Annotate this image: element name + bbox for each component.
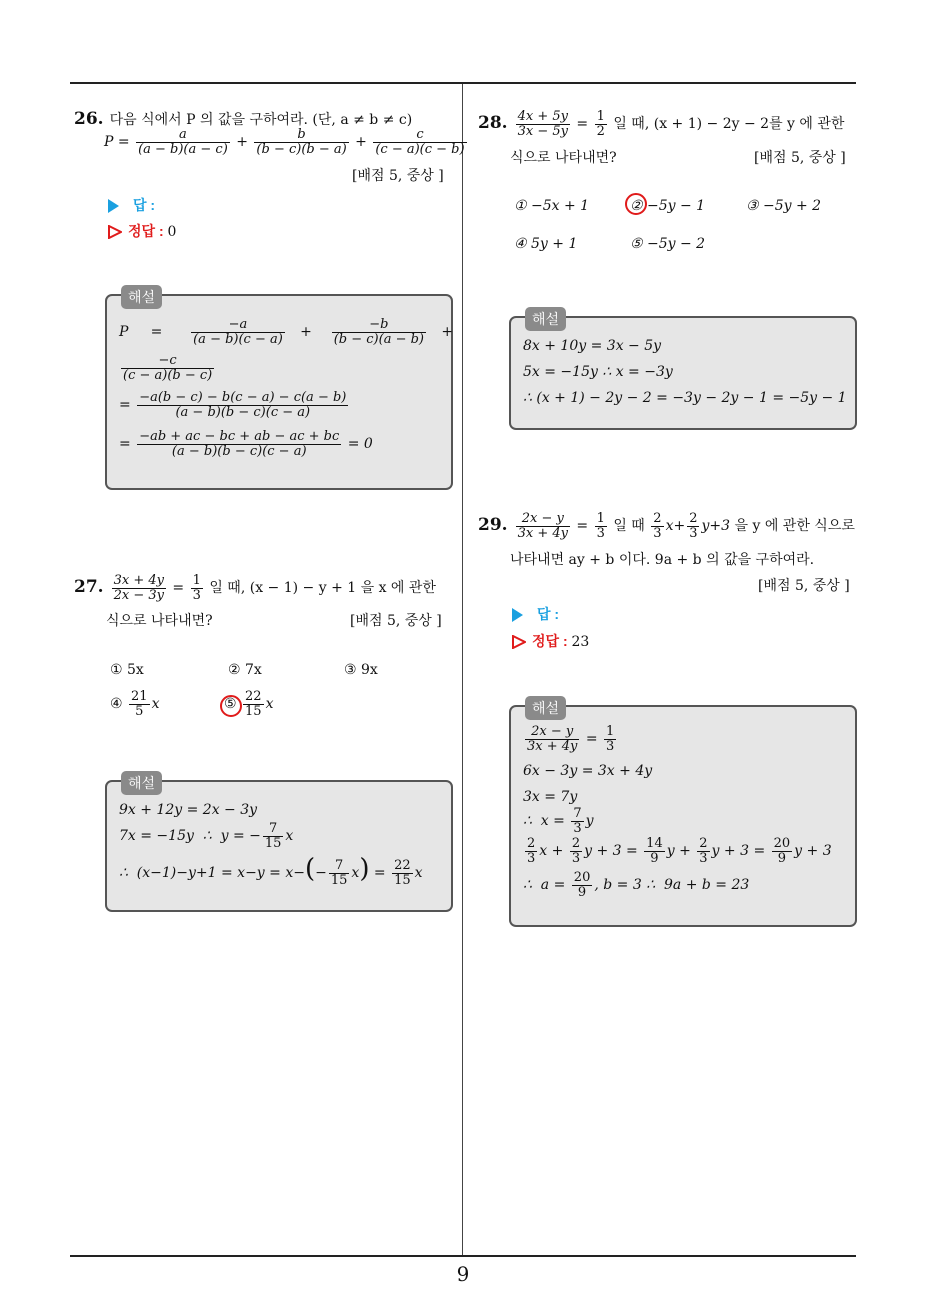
- q29-meta: [배점 5, 중상 ]: [758, 578, 850, 594]
- q26-correct-value: 0: [167, 224, 177, 240]
- q26-text: 다음 식에서 P 의 값을 구하여라. (단, a ≠ b ≠ c): [109, 112, 413, 128]
- q26-stem: [74, 109, 412, 129]
- q26-answer-label: 답 :: [133, 197, 156, 213]
- q28-solution-box: [509, 311, 857, 430]
- q26-sol-line-1: P = $\frac{-a}{(a - b)(c - a)}$ + $\frac{-b}{(b - c)(a - b)}$ +: [119, 317, 454, 347]
- page-number: 9: [456, 1262, 470, 1286]
- q29-sol-line-6: ∴ a = $\frac{20}{9}$ , b = 3 ∴ 9a + b = 23: [523, 870, 750, 900]
- q29-text2: 나타내면 ay + b 이다. 9a + b 의 값을 구하여라.: [510, 552, 815, 568]
- q29-text-a: 일 때: [613, 518, 645, 535]
- q28-text2: 식으로 나타내면?: [510, 150, 617, 166]
- q26-meta: [배점 5, 중상 ]: [352, 168, 444, 184]
- play-icon: [108, 199, 119, 213]
- q26-formula: P = $\frac{a}{(a - b)(a - c)}$ + $\frac{b}{(b - c)(b - a)}$ + $\frac{c}{(c - a)(c - b)}$: [104, 127, 465, 157]
- q27-solution-box: [105, 775, 453, 912]
- column-divider: [462, 84, 463, 1256]
- q28-number: 28.: [478, 113, 508, 134]
- q28-sol-line-1: 8x + 10y = 3x − 5y: [523, 338, 662, 354]
- q27-sol-line-1: 9x + 12y = 2x − 3y: [119, 802, 258, 818]
- q29-sol-line-3: 3x = 7y: [523, 789, 578, 805]
- q28-option-1[interactable]: ① −5x + 1: [514, 198, 590, 214]
- q27-option-5[interactable]: ⑤ $\frac{22}{15}$ x: [224, 689, 274, 719]
- q29-sol-line-1: $\frac{2x - y}{3x + 4y}$ = $\frac{1}{3}$: [527, 724, 615, 754]
- q29-number: 29.: [478, 515, 508, 536]
- q29-answer-row: [512, 604, 559, 624]
- q29-solution-tag: 해설: [525, 696, 566, 720]
- bottom-rule: [70, 1255, 856, 1257]
- q29-sol-line-2: 6x − 3y = 3x + 4y: [523, 763, 653, 779]
- q26-solution-box: [105, 289, 454, 490]
- top-rule: [70, 82, 856, 84]
- open-triangle-icon: [512, 635, 526, 649]
- q26-correct-label: 정답 :: [128, 223, 164, 239]
- q28-solution-tag: 해설: [525, 307, 566, 331]
- q27-option-4[interactable]: ④ $\frac{21}{5}$ x: [110, 689, 160, 719]
- q26-answer-row: [108, 195, 155, 215]
- selected-answer-circle-icon: [220, 695, 242, 717]
- q26-sol-line-2: $\frac{-c}{(c - a)(b - c)}$: [123, 353, 213, 383]
- q29-correct-row: [512, 631, 589, 651]
- q26-sol-line-4: = $\frac{-ab + ac - bc + ab - ac + bc}{(a - b)(b - c)(c - a)}$ = 0: [119, 429, 373, 459]
- q27-option-2[interactable]: ② 7x: [228, 662, 262, 678]
- q27-meta: [배점 5, 중상 ]: [350, 613, 442, 629]
- selected-answer-circle-icon: [625, 193, 647, 215]
- q29-sol-line-4: ∴ x = $\frac{7}{3}$ y: [523, 806, 594, 836]
- q28-sol-line-2: 5x = −15y ∴ x = −3y: [523, 364, 673, 380]
- open-triangle-icon: [108, 225, 122, 239]
- q26-correct-row: [108, 221, 176, 241]
- q29-solution-box: [509, 700, 857, 927]
- q27-text2: 식으로 나타내면?: [106, 613, 213, 629]
- q27-option-3[interactable]: ③ 9x: [344, 662, 378, 678]
- q27-stem: 27. $\frac{3x + 4y}{2x - 3y}$ = $\frac{1}{3}$ 일 때, (x − 1) − y + 1 을 x 에 관한: [74, 573, 436, 603]
- q27-text: 일 때, (x − 1) − y + 1 을 x 에 관한: [209, 580, 436, 597]
- q29-stem: 29. $\frac{2x - y}{3x + 4y}$ = $\frac{1}{3}$ 일 때 $\frac{2}{3}$ x+ $\frac{2}{3}$ y+3 을 y 에 관한 식으로: [478, 511, 855, 541]
- q28-option-3[interactable]: ③ −5y + 2: [746, 198, 822, 214]
- q29-answer-label: 답 :: [537, 606, 560, 622]
- q26-solution-tag: 해설: [121, 285, 162, 309]
- q27-sol-line-2: 7x = −15y ∴ y = − $\frac{7}{15}$ x: [119, 821, 294, 851]
- q27-sol-line-3: ∴ (x−1)−y+1 = x−y = x−(− $\frac{7}{15}$ x) = $\frac{22}{15}$ x: [119, 854, 423, 888]
- q26-number: 26.: [74, 109, 104, 129]
- q28-option-2[interactable]: ② −5y − 1: [630, 198, 706, 214]
- q28-stem: 28. $\frac{4x + 5y}{3x - 5y}$ = $\frac{1}{2}$ 일 때, (x + 1) − 2y − 2를 y 에 관한: [478, 109, 845, 139]
- q29-sol-line-5: $\frac{2}{3}$ x + $\frac{2}{3}$ y + 3 = $\frac{14}{9}$ y + $\frac{2}{3}$ y + 3 = $\frac{20}{9}$ y + 3: [527, 836, 832, 866]
- q28-option-5[interactable]: ⑤ −5y − 2: [630, 236, 706, 252]
- q28-meta: [배점 5, 중상 ]: [754, 150, 846, 166]
- q27-solution-tag: 해설: [121, 771, 162, 795]
- q28-option-4[interactable]: ④ 5y + 1: [514, 236, 578, 252]
- q29-text-b: 을 y 에 관한 식으로: [734, 518, 855, 535]
- q27-option-1[interactable]: ① 5x: [110, 662, 144, 678]
- q28-text: 일 때, (x + 1) − 2y − 2를 y 에 관한: [613, 116, 845, 133]
- q29-correct-label: 정답 :: [532, 633, 568, 649]
- q28-sol-line-3: ∴ (x + 1) − 2y − 2 = −3y − 2y − 1 = −5y − 1: [523, 390, 847, 406]
- q27-number: 27.: [74, 577, 104, 598]
- q26-sol-line-3: = $\frac{-a(b - c) - b(c - a) - c(a - b)}{(a - b)(b - c)(c - a)}$: [119, 390, 347, 420]
- play-icon: [512, 608, 523, 622]
- q29-correct-value: 23: [571, 634, 590, 650]
